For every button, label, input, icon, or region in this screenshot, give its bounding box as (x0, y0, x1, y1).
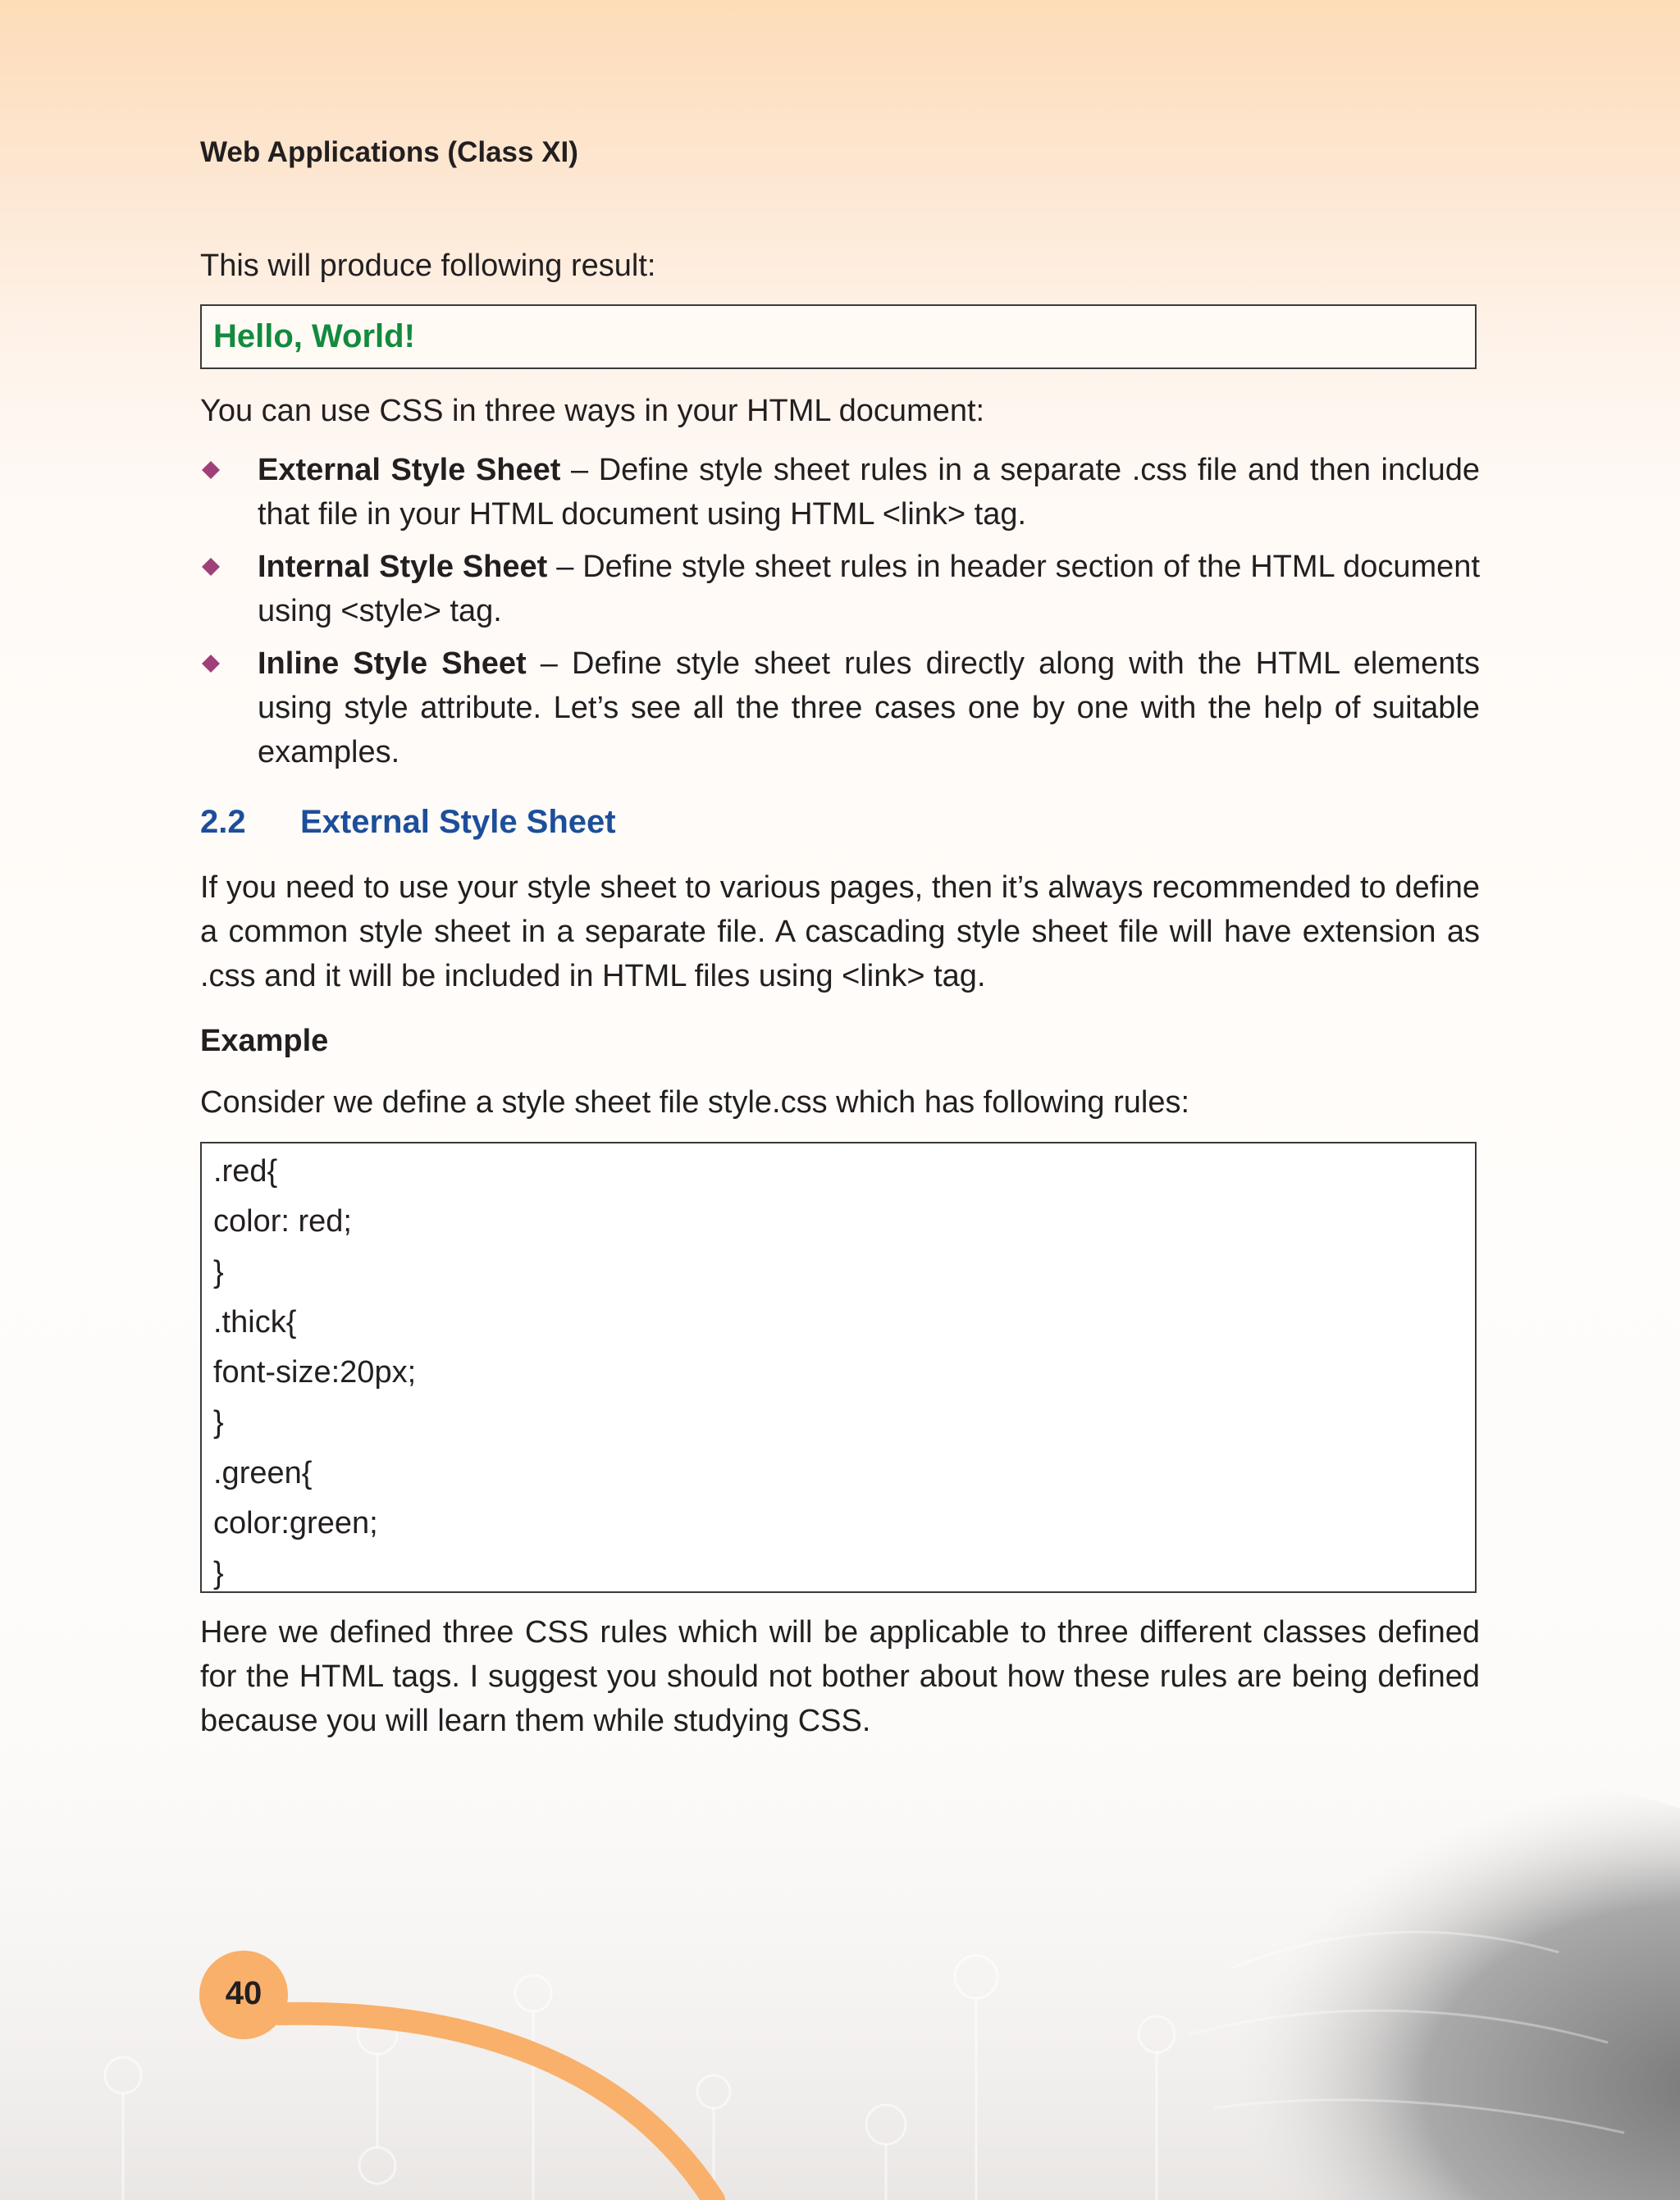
code-line: .red{ (213, 1154, 278, 1189)
bullet-term: Inline Style Sheet (258, 646, 527, 681)
section-number: 2.2 (200, 804, 246, 840)
code-line: font-size:20px; (213, 1355, 417, 1390)
running-header: Web Applications (Class XI) (200, 136, 578, 168)
bullet-description: – Define style sheet rules in header section of the HTML document using <style> tag. (258, 550, 1480, 628)
code-listing-box (200, 1142, 1477, 1593)
example-heading: Example (200, 1024, 329, 1058)
code-line: } (213, 1556, 224, 1591)
page-number-badge (199, 1951, 288, 2039)
bullet-description: – Define style sheet rules directly along with the HTML elements using style attribute. Let’s see all the three cases one by one with the help of suitable examples. (258, 646, 1480, 769)
code-line: } (213, 1405, 224, 1440)
list-item (200, 448, 1480, 536)
intro-text: This will produce following result: (200, 249, 656, 283)
list-item (200, 545, 1480, 633)
result-output-text: Hello, World! (213, 318, 415, 354)
list-item (200, 641, 1480, 774)
closing-paragraph: Here we defined three CSS rules which will be applicable to three different classes defined for the HTML tags. I suggest you should not bother about how these rules are being defined because you will learn them while studying CSS. (200, 1615, 1480, 1738)
bullet-term: Internal Style Sheet (258, 550, 548, 584)
ways-intro-text: You can use CSS in three ways in your HTML document: (200, 394, 985, 428)
result-output-box (200, 304, 1477, 369)
diamond-bullet-icon (202, 655, 220, 673)
page-number: 40 (225, 1975, 262, 2011)
code-line: .green{ (213, 1455, 313, 1490)
section-title: External Style Sheet (300, 804, 616, 840)
bullet-description: – Define style sheet rules in a separate .css file and then include that file in your HTML document using HTML <link> tag. (258, 453, 1480, 532)
example-intro: Consider we define a style sheet file style.css which has following rules: (200, 1085, 1190, 1120)
diamond-bullet-icon (202, 461, 220, 479)
section-paragraph: If you need to use your style sheet to various pages, then it’s always recommended to define a common style sheet in a separate file. A cascading style sheet file will have extension as .css and it will be included in HTML files using <link> tag. (200, 870, 1480, 993)
diamond-bullet-icon (202, 558, 220, 576)
code-line: color: red; (213, 1204, 352, 1239)
bullet-term: External Style Sheet (258, 453, 561, 487)
code-line: } (213, 1254, 224, 1289)
section-heading (200, 804, 616, 841)
code-line: color:green; (213, 1506, 378, 1541)
css-ways-list (200, 448, 1480, 783)
code-line: .thick{ (213, 1304, 297, 1340)
